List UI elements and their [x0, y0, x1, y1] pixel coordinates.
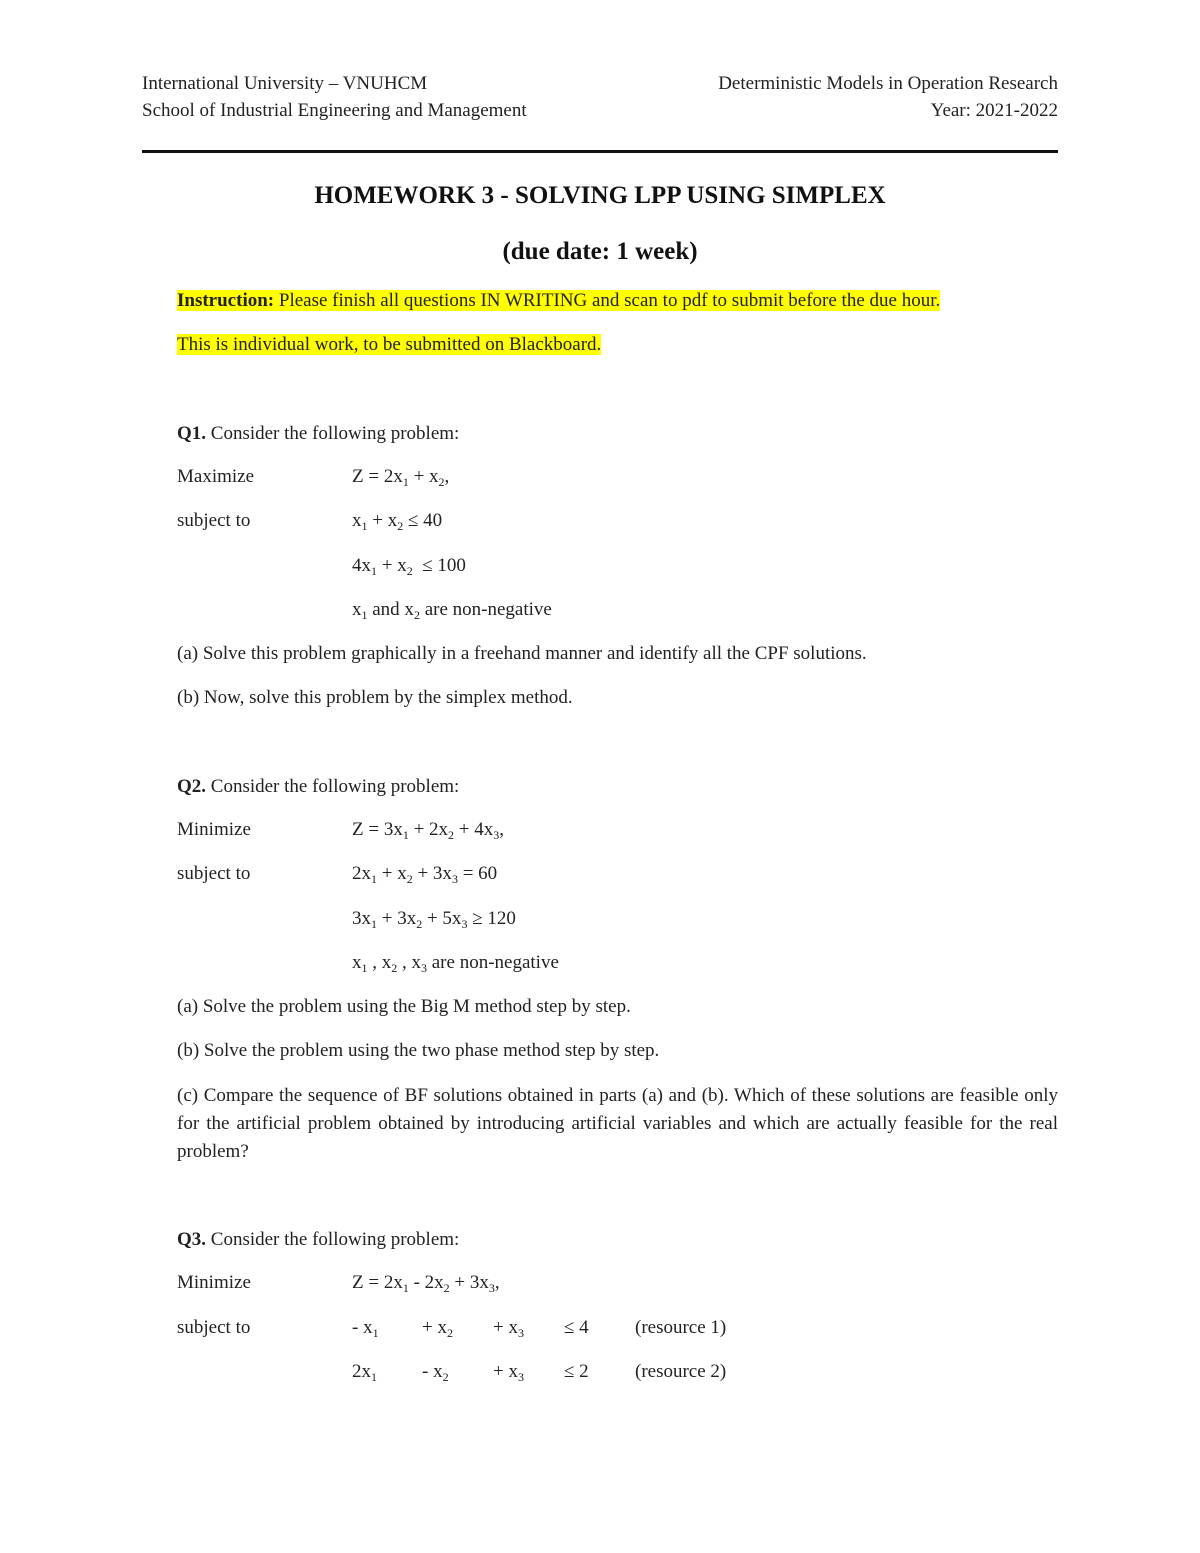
q1-intro: Consider the following problem: — [206, 423, 460, 444]
q3-c1-note: (resource 1) — [635, 1317, 727, 1338]
q2-subject-label: subject to — [177, 863, 251, 884]
q2-constraint-2-expr: $3x_1 + 3x_2 + 5x_3 \ge 120$ — [352, 908, 516, 931]
q1-heading — [177, 421, 459, 447]
q3-c1-term1: - $x_1$ — [352, 1317, 379, 1340]
instruction-label: Instruction: — [177, 290, 275, 311]
q3-c2-note: (resource 2) — [635, 1361, 727, 1382]
q3-label: Q3. — [177, 1229, 207, 1250]
q3-objective-label: Minimize — [177, 1272, 251, 1293]
school-name: School of Industrial Engineering and Management — [142, 100, 527, 121]
q1-constraint-1-expr: $x_1 + x_2 \le 40$ — [352, 510, 443, 533]
q2-intro: Consider the following problem: — [206, 776, 460, 797]
q1-constraint-2-expr: $4x_1 + x_2 \le 100$ — [352, 555, 466, 578]
q3-c2-rel: ≤ 2 — [564, 1361, 589, 1382]
q2-objective-label: Minimize — [177, 819, 251, 840]
q2-objective-expr: $Z = 3x_1 + 2x_2 + 4x_3$, — [352, 819, 505, 842]
q3-c1-term2: + $x_2$ — [422, 1317, 453, 1340]
header-left — [142, 70, 527, 124]
q3-intro: Consider the following problem: — [206, 1229, 460, 1250]
q3-c1-rel: ≤ 4 — [564, 1317, 589, 1338]
q2-constraint-1-expr: $2x_1 + x_2 + 3x_3 = 60$ — [352, 863, 498, 886]
q2-part-a: (a) Solve the problem using the Big M method step by step. — [177, 996, 631, 1017]
q3-c1-term3: + $x_3$ — [493, 1317, 524, 1340]
q3-c2-term2: - $x_2$ — [422, 1361, 449, 1384]
q2-nonneg-expr: $x_1$ , $x_2$ , $x_3$ are non-negative — [352, 952, 559, 975]
q1-label: Q1. — [177, 423, 207, 444]
q2-part-c: (c) Compare the sequence of BF solutions obtained in parts (a) and (b). Which of these solutions are feasible only for the artificial problem obtained by introducing artificial variables and which are actually feasible for the real problem? — [177, 1085, 1058, 1162]
q3-c2-term1: $2x_1$ — [352, 1361, 377, 1384]
instruction-text-1: Please finish all questions IN WRITING and scan to pdf to submit before the due hour. — [274, 290, 941, 311]
instruction-text-2: This is individual work, to be submitted on Blackboard. — [177, 334, 602, 355]
q2-heading — [177, 774, 459, 800]
q2-label: Q2. — [177, 776, 207, 797]
header-right — [718, 70, 1058, 124]
academic-year: Year: 2021-2022 — [930, 100, 1058, 121]
q3-heading — [177, 1227, 459, 1253]
q1-part-b: (b) Now, solve this problem by the simplex method. — [177, 687, 573, 708]
q3-subject-label: subject to — [177, 1317, 251, 1338]
instruction-line-1 — [177, 288, 940, 314]
university-name: International University – VNUHCM — [142, 73, 428, 94]
q1-subject-label: subject to — [177, 510, 251, 531]
q3-c2-term3: + $x_3$ — [493, 1361, 524, 1384]
due-date: (due date: 1 week) — [502, 238, 698, 265]
q1-objective-label: Maximize — [177, 466, 255, 487]
instruction-line-2 — [177, 332, 601, 358]
q3-objective-expr: $Z = 2x_1 - 2x_2 + 3x_3$, — [352, 1272, 500, 1295]
q1-nonneg-expr: $x_1$ and $x_2$ are non-negative — [352, 599, 552, 622]
document-title: HOMEWORK 3 - SOLVING LPP USING SIMPLEX — [314, 182, 886, 209]
q1-part-a: (a) Solve this problem graphically in a freehand manner and identify all the CPF solutions. — [177, 643, 867, 664]
header-rule — [142, 150, 1058, 153]
q2-part-b: (b) Solve the problem using the two phase method step by step. — [177, 1040, 660, 1061]
course-name: Deterministic Models in Operation Research — [718, 73, 1058, 94]
q1-objective-expr: $Z = 2x_1 + x_2$, — [352, 466, 450, 489]
